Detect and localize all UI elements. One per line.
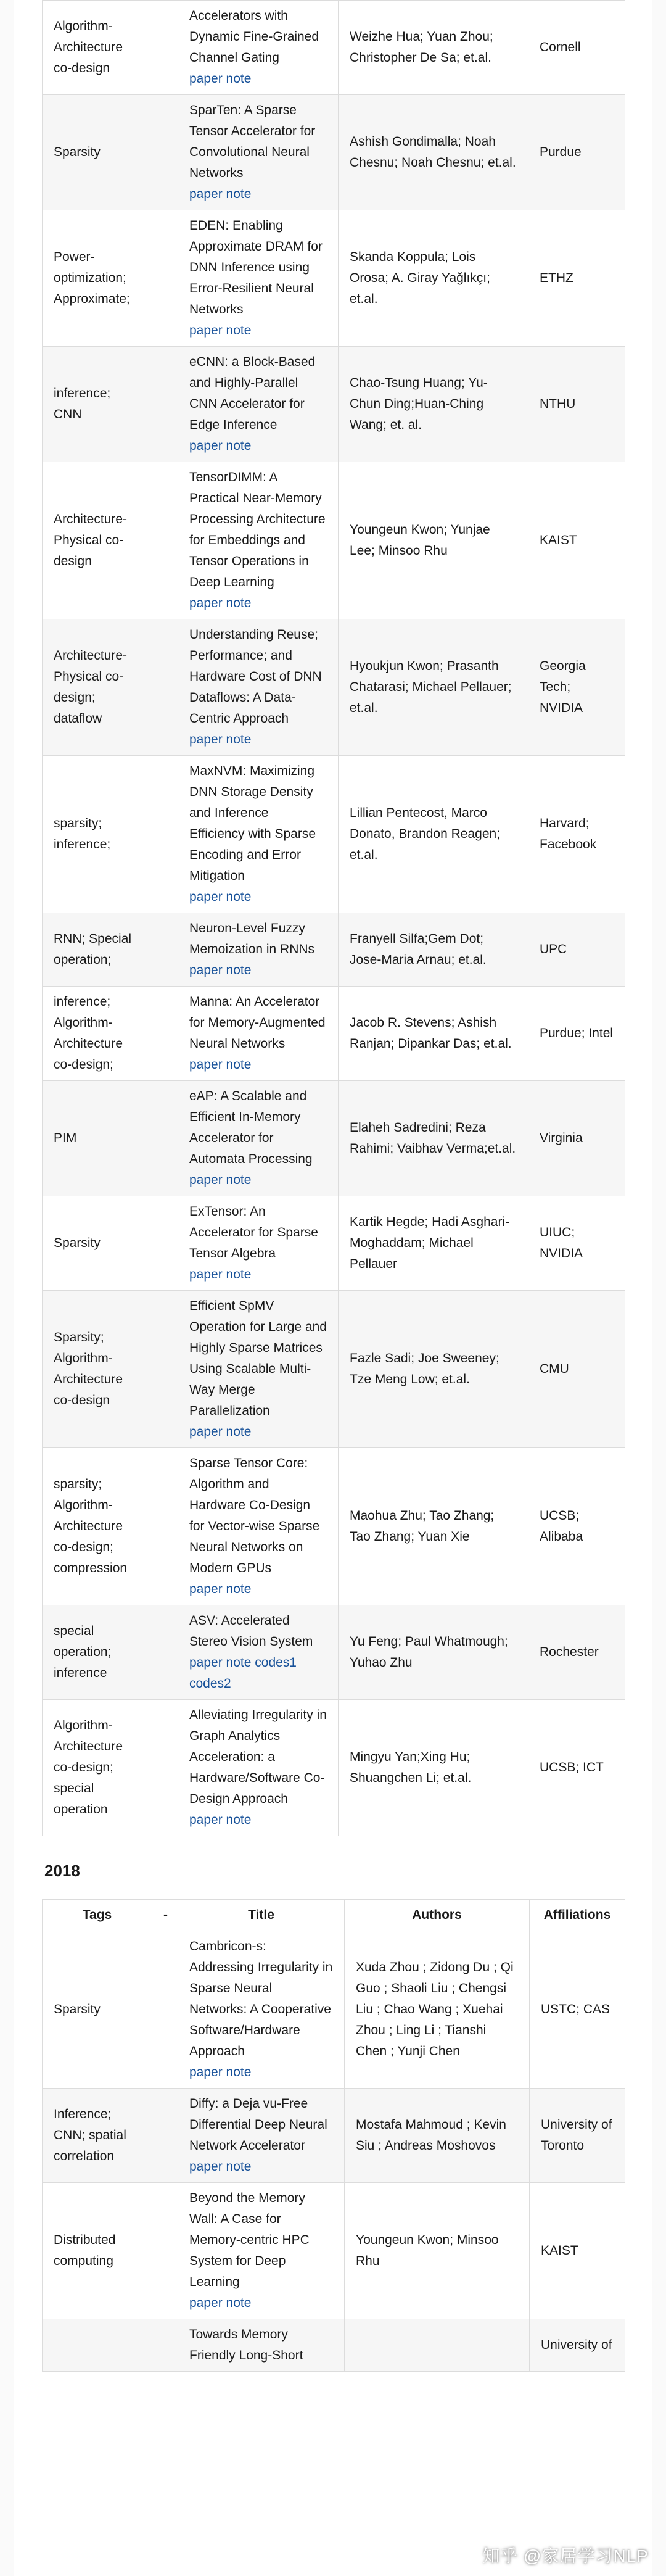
- paper-note-link[interactable]: paper note: [189, 2065, 252, 2079]
- authors-cell: Franyell Silfa;Gem Dot; Jose-Maria Arnau; et.al.: [339, 913, 528, 987]
- paper-note-link[interactable]: paper note: [189, 1267, 252, 1282]
- affiliations-cell: Purdue; Intel: [528, 987, 625, 1081]
- paper-title: MaxNVM: Maximizing DNN Storage Density and Inference Efficiency with Sparse Encoding and Error Mitigation: [189, 764, 316, 883]
- paper-note-link[interactable]: paper note: [189, 732, 252, 747]
- table-row: [43, 2183, 625, 2319]
- paper-note-link[interactable]: paper note: [189, 2160, 252, 2174]
- paper-title: ASV: Accelerated Stereo Vision System: [189, 1613, 313, 1649]
- affiliations-cell: NTHU: [528, 347, 625, 462]
- dash-cell: [152, 2089, 178, 2183]
- paper-note-link[interactable]: paper note: [189, 1173, 252, 1187]
- table-row: [43, 987, 625, 1081]
- dash-cell: [152, 1931, 178, 2089]
- tags-cell: [43, 2319, 152, 2372]
- dash-cell: [152, 210, 178, 347]
- paper-links: [189, 2156, 333, 2177]
- dash-cell: [152, 1448, 178, 1605]
- authors-cell: Mingyu Yan;Xing Hu; Shuangchen Li; et.al.: [339, 1700, 528, 1836]
- paper-title: Accelerators with Dynamic Fine-Grained Channel Gating: [189, 9, 319, 65]
- title-cell: [178, 347, 339, 462]
- authors-cell: Yu Feng; Paul Whatmough; Yuhao Zhu: [339, 1605, 528, 1700]
- paper-note-link[interactable]: codes1: [255, 1655, 297, 1670]
- affiliations-cell: Rochester: [528, 1605, 625, 1700]
- authors-cell: Weizhe Hua; Yuan Zhou; Christopher De Sa; et.al.: [339, 1, 528, 95]
- affiliations-cell: Harvard; Facebook: [528, 756, 625, 913]
- tags-cell: sparsity; inference;: [43, 756, 152, 913]
- paper-title: Neuron-Level Fuzzy Memoization in RNNs: [189, 921, 315, 956]
- paper-note-link[interactable]: paper note: [189, 323, 252, 338]
- dash-cell: [152, 913, 178, 987]
- paper-note-link[interactable]: paper note: [189, 439, 252, 453]
- table-row: [43, 462, 625, 619]
- authors-cell: Youngeun Kwon; Minsoo Rhu: [345, 2183, 530, 2319]
- affiliations-cell: University of Toronto: [530, 2089, 625, 2183]
- title-cell: [178, 1605, 339, 1700]
- tags-cell: inference; CNN: [43, 347, 152, 462]
- tags-cell: sparsity; Algorithm-Architecture co-design; compression: [43, 1448, 152, 1605]
- title-cell: [178, 1700, 339, 1836]
- dash-cell: [152, 347, 178, 462]
- affiliations-cell: Georgia Tech; NVIDIA: [528, 619, 625, 756]
- column-header-tags: Tags: [43, 1900, 152, 1931]
- dash-cell: [152, 95, 178, 210]
- dash-cell: [152, 462, 178, 619]
- table-2019: [42, 0, 625, 1836]
- title-cell: [178, 462, 339, 619]
- authors-cell: Fazle Sadi; Joe Sweeney; Tze Meng Low; et.al.: [339, 1291, 528, 1448]
- column-header-authors: Authors: [345, 1900, 530, 1931]
- tags-cell: inference; Algorithm-Architecture co-design;: [43, 987, 152, 1081]
- dash-cell: [152, 2319, 178, 2372]
- authors-cell: Kartik Hegde; Hadi Asghari-Moghaddam; Michael Pellauer: [339, 1196, 528, 1291]
- title-cell: [178, 1931, 345, 2089]
- title-cell: [178, 210, 339, 347]
- page-margin-left: [0, 0, 14, 2576]
- paper-note-link[interactable]: paper note: [189, 1425, 252, 1439]
- affiliations-cell: CMU: [528, 1291, 625, 1448]
- dash-cell: [152, 1700, 178, 1836]
- authors-cell: Maohua Zhu; Tao Zhang; Tao Zhang; Yuan Xie: [339, 1448, 528, 1605]
- dash-cell: [152, 1605, 178, 1700]
- paper-note-link[interactable]: paper note: [189, 1058, 252, 1072]
- section-heading-2018: 2018: [44, 1862, 80, 1880]
- authors-cell: Jacob R. Stevens; Ashish Ranjan; Dipankar Das; et.al.: [339, 987, 528, 1081]
- title-cell: [178, 1448, 339, 1605]
- paper-links: [189, 436, 327, 457]
- title-cell: [178, 756, 339, 913]
- tags-cell: Architecture-Physical co-design: [43, 462, 152, 619]
- paper-title: eAP: A Scalable and Efficient In-Memory Accelerator for Automata Processing: [189, 1089, 313, 1166]
- paper-note-link[interactable]: paper note: [189, 1582, 252, 1596]
- paper-title: TensorDIMM: A Practical Near-Memory Processing Architecture for Embeddings and Tensor Operations in Deep Learning: [189, 470, 326, 589]
- paper-title: Understanding Reuse; Performance; and Hardware Cost of DNN Dataflows: A Data-Centric Approach: [189, 627, 322, 726]
- paper-links: [189, 1264, 327, 1285]
- paper-note-link[interactable]: paper note: [189, 72, 252, 86]
- dash-cell: [152, 619, 178, 756]
- table-row: [43, 1196, 625, 1291]
- paper-title: SparTen: A Sparse Tensor Accelerator for Convolutional Neural Networks: [189, 103, 316, 180]
- dash-cell: [152, 1196, 178, 1291]
- affiliations-cell: Virginia: [528, 1081, 625, 1196]
- affiliations-cell: University of: [530, 2319, 625, 2372]
- paper-links: [189, 2062, 333, 2083]
- paper-note-link[interactable]: paper note: [189, 596, 252, 610]
- table-row: [43, 347, 625, 462]
- title-cell: [178, 1291, 339, 1448]
- title-cell: [178, 1, 339, 95]
- title-cell: [178, 1081, 339, 1196]
- table-row: [43, 913, 625, 987]
- table-row: [43, 1448, 625, 1605]
- paper-links: [189, 729, 327, 750]
- title-cell: [178, 913, 339, 987]
- table-row: [43, 619, 625, 756]
- title-cell: [178, 2089, 345, 2183]
- paper-title: EDEN: Enabling Approximate DRAM for DNN Inference using Error-Resilient Neural Networks: [189, 218, 323, 317]
- dash-cell: [152, 1081, 178, 1196]
- dash-cell: [152, 756, 178, 913]
- tags-cell: Architecture-Physical co-design; dataflow: [43, 619, 152, 756]
- table-header-row: [43, 1900, 625, 1931]
- paper-note-link[interactable]: paper note: [189, 890, 252, 904]
- paper-note-link[interactable]: paper note: [189, 187, 252, 201]
- paper-title: Sparse Tensor Core: Algorithm and Hardware Co-Design for Vector-wise Sparse Neural Networks on Modern GPUs: [189, 1456, 320, 1575]
- table-row: [43, 1291, 625, 1448]
- table-row: [43, 1931, 625, 2089]
- affiliations-cell: UPC: [528, 913, 625, 987]
- title-cell: [178, 95, 339, 210]
- paper-title: Alleviating Irregularity in Graph Analytics Acceleration: a Hardware/Software Co-Design Approach: [189, 1708, 327, 1806]
- table-row: [43, 1081, 625, 1196]
- paper-title: Manna: An Accelerator for Memory-Augmented Neural Networks: [189, 995, 326, 1051]
- tags-cell: special operation; inference: [43, 1605, 152, 1700]
- title-cell: [178, 2319, 345, 2372]
- table-row: [43, 2319, 625, 2372]
- column-header-title: Title: [178, 1900, 345, 1931]
- authors-cell: Youngeun Kwon; Yunjae Lee; Minsoo Rhu: [339, 462, 528, 619]
- authors-cell: [345, 2319, 530, 2372]
- title-cell: [178, 2183, 345, 2319]
- paper-links: [189, 593, 327, 614]
- tags-cell: Sparsity: [43, 1196, 152, 1291]
- authors-cell: Xuda Zhou ; Zidong Du ; Qi Guo ; Shaoli Liu ; Chengsi Liu ; Chao Wang ; Xuehai Zhou ; Ling Li ; Tianshi Chen ; Yunji Chen: [345, 1931, 530, 2089]
- paper-links: [189, 1054, 327, 1075]
- paper-title: Efficient SpMV Operation for Large and Highly Sparse Matrices Using Scalable Multi-Way Merge Parallelization: [189, 1299, 327, 1418]
- tags-cell: Algorithm-Architecture co-design: [43, 1, 152, 95]
- tags-cell: Sparsity: [43, 1931, 152, 2089]
- table-row: [43, 756, 625, 913]
- table-row: [43, 1605, 625, 1700]
- paper-note-link[interactable]: paper note: [189, 963, 252, 977]
- authors-cell: Elaheh Sadredini; Reza Rahimi; Vaibhav Verma;et.al.: [339, 1081, 528, 1196]
- affiliations-cell: ETHZ: [528, 210, 625, 347]
- paper-note-link[interactable]: paper note: [189, 2296, 252, 2310]
- affiliations-cell: USTC; CAS: [530, 1931, 625, 2089]
- paper-links: [189, 887, 327, 908]
- column-header-dash: -: [152, 1900, 178, 1931]
- paper-note-link[interactable]: paper note: [189, 1813, 252, 1827]
- authors-cell: Skanda Koppula; Lois Orosa; A. Giray Yağlıkçı; et.al.: [339, 210, 528, 347]
- title-cell: [178, 987, 339, 1081]
- tags-cell: Sparsity: [43, 95, 152, 210]
- table-row: [43, 1700, 625, 1836]
- affiliations-cell: UCSB; Alibaba: [528, 1448, 625, 1605]
- tags-cell: Sparsity; Algorithm-Architecture co-design: [43, 1291, 152, 1448]
- paper-title: ExTensor: An Accelerator for Sparse Tensor Algebra: [189, 1204, 318, 1261]
- affiliations-cell: Cornell: [528, 1, 625, 95]
- affiliations-cell: KAIST: [528, 462, 625, 619]
- table-row: [43, 2089, 625, 2183]
- paper-links: [189, 184, 327, 205]
- dash-cell: [152, 987, 178, 1081]
- paper-title: eCNN: a Block-Based and Highly-Parallel CNN Accelerator for Edge Inference: [189, 355, 316, 432]
- affiliations-cell: KAIST: [530, 2183, 625, 2319]
- tags-cell: Distributed computing: [43, 2183, 152, 2319]
- authors-cell: Lillian Pentecost, Marco Donato, Brandon Reagen; et.al.: [339, 756, 528, 913]
- affiliations-cell: Purdue: [528, 95, 625, 210]
- paper-title: Towards Memory Friendly Long-Short: [189, 2327, 303, 2363]
- dash-cell: [152, 1291, 178, 1448]
- dash-cell: [152, 2183, 178, 2319]
- affiliations-cell: UIUC; NVIDIA: [528, 1196, 625, 1291]
- tags-cell: Power-optimization; Approximate;: [43, 210, 152, 347]
- paper-links: [189, 1422, 327, 1443]
- paper-links: [189, 1170, 327, 1191]
- tags-cell: PIM: [43, 1081, 152, 1196]
- column-header-affiliations: Affiliations: [530, 1900, 625, 1931]
- article-body: [42, 0, 625, 2372]
- tags-cell: Inference; CNN; spatial correlation: [43, 2089, 152, 2183]
- authors-cell: Mostafa Mahmoud ; Kevin Siu ; Andreas Moshovos: [345, 2089, 530, 2183]
- table-2019-body: [43, 1, 625, 1836]
- dash-cell: [152, 1, 178, 95]
- paper-links: [189, 1652, 327, 1694]
- paper-links: [189, 960, 327, 981]
- paper-note-link[interactable]: codes2: [189, 1676, 231, 1691]
- watermark: 知乎 @家居学习NLP: [482, 2546, 649, 2566]
- paper-title: Beyond the Memory Wall: A Case for Memory-centric HPC System for Deep Learning: [189, 2191, 310, 2289]
- table-row: [43, 1, 625, 95]
- paper-title: Diffy: a Deja vu-Free Differential Deep Neural Network Accelerator: [189, 2097, 327, 2153]
- title-cell: [178, 1196, 339, 1291]
- page-margin-right: [652, 0, 666, 2576]
- authors-cell: Ashish Gondimalla; Noah Chesnu; Noah Chesnu; et.al.: [339, 95, 528, 210]
- authors-cell: Hyoukjun Kwon; Prasanth Chatarasi; Michael Pellauer; et.al.: [339, 619, 528, 756]
- paper-links: [189, 1579, 327, 1600]
- paper-note-link[interactable]: paper note: [189, 1655, 252, 1670]
- table-row: [43, 210, 625, 347]
- tags-cell: RNN; Special operation;: [43, 913, 152, 987]
- paper-links: [189, 320, 327, 341]
- table-2018-body: [43, 1931, 625, 2372]
- table-2018: [42, 1899, 625, 2372]
- paper-title: Cambricon-s: Addressing Irregularity in Sparse Neural Networks: A Cooperative Software/Hardware Approach: [189, 1939, 333, 2058]
- paper-links: [189, 2293, 333, 2314]
- table-row: [43, 95, 625, 210]
- title-cell: [178, 619, 339, 756]
- authors-cell: Chao-Tsung Huang; Yu-Chun Ding;Huan-Ching Wang; et. al.: [339, 347, 528, 462]
- paper-links: [189, 68, 327, 89]
- paper-links: [189, 1810, 327, 1831]
- affiliations-cell: UCSB; ICT: [528, 1700, 625, 1836]
- tags-cell: Algorithm-Architecture co-design; special operation: [43, 1700, 152, 1836]
